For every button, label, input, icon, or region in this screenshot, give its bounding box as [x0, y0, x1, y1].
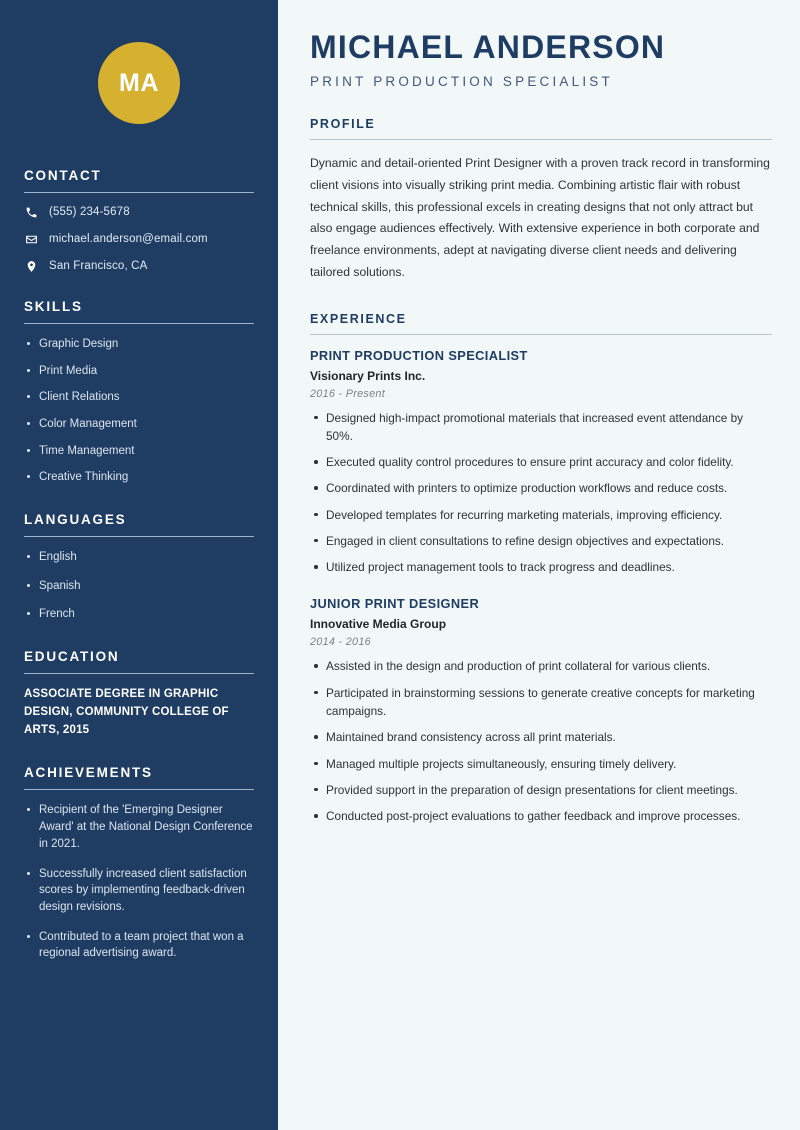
- education-heading: EDUCATION: [24, 649, 120, 665]
- job-dates: 2016 - Present: [310, 387, 386, 400]
- contact-heading: CONTACT: [24, 168, 102, 183]
- sidebar-section-languages: [24, 512, 254, 623]
- envelope-icon: [24, 232, 38, 246]
- achievements-heading: ACHIEVEMENTS: [24, 765, 153, 781]
- list-item: Provided support in the preparation of design presentations for client meetings.: [310, 781, 772, 799]
- job-dates: 2014 - 2016: [310, 636, 371, 649]
- sidebar-section-achievements: [24, 765, 254, 961]
- job-bullet-list: [310, 409, 772, 577]
- list-item: Client Relations: [24, 389, 254, 406]
- sidebar-section-skills: [24, 299, 254, 486]
- list-item: Graphic Design: [24, 336, 254, 353]
- contact-row-email[interactable]: [24, 232, 254, 246]
- contact-location-value: San Francisco, CA: [49, 260, 148, 272]
- list-item: Managed multiple projects simultaneously, ensuring timely delivery.: [310, 755, 772, 773]
- avatar: MA: [98, 42, 180, 124]
- job-subtitle: PRINT PRODUCTION SPECIALIST: [310, 74, 613, 90]
- section-profile: [310, 117, 772, 283]
- achievements-list: [24, 802, 254, 961]
- list-item: Engaged in client consultations to refine design objectives and expectations.: [310, 532, 772, 550]
- skills-heading: SKILLS: [24, 299, 83, 314]
- list-item: Spanish: [24, 578, 254, 595]
- skills-divider: [24, 323, 254, 324]
- job-bullet-list: [310, 657, 772, 825]
- list-item: Designed high-impact promotional materials that increased event attendance by 50%.: [310, 409, 772, 446]
- list-item: Color Management: [24, 416, 254, 433]
- profile-divider: [310, 139, 772, 140]
- section-experience: [310, 312, 772, 826]
- list-item: Utilized project management tools to track progress and deadlines.: [310, 558, 772, 576]
- avatar-container: [24, 0, 254, 168]
- location-pin-icon: [24, 259, 38, 273]
- list-item: Coordinated with printers to optimize production workflows and reduce costs.: [310, 479, 772, 497]
- experience-heading: EXPERIENCE: [310, 311, 407, 326]
- list-item: English: [24, 549, 254, 566]
- languages-list: [24, 549, 254, 623]
- sidebar-section-education: [24, 649, 254, 739]
- list-item: Time Management: [24, 443, 254, 460]
- list-item: Executed quality control procedures to ensure print accuracy and color fidelity.: [310, 453, 772, 471]
- languages-divider: [24, 536, 254, 537]
- experience-entry: [310, 596, 772, 825]
- profile-text: Dynamic and detail-oriented Print Designer with a proven track record in transforming client visions into visually striking print media. Combining artistic flair with robust technical skills, this professional excels in creating designs that not only attract but also engage audiences effectively. With extensive experience in both corporate and freelance environments, adept at navigating diverse client needs and delivering tailored solutions.: [310, 156, 770, 279]
- experience-entry: [310, 348, 772, 577]
- job-company: Innovative Media Group: [310, 617, 447, 632]
- contact-phone-value: (555) 234-5678: [49, 206, 130, 218]
- job-title: PRINT PRODUCTION SPECIALIST: [310, 347, 528, 363]
- education-divider: [24, 673, 254, 674]
- contact-email-value: michael.anderson@email.com: [49, 233, 208, 245]
- list-item: French: [24, 606, 254, 623]
- phone-icon: [24, 205, 38, 219]
- sidebar-section-contact: [24, 168, 254, 273]
- job-title: JUNIOR PRINT DESIGNER: [310, 596, 480, 612]
- list-item: Participated in brainstorming sessions to generate creative concepts for marketing campaigns.: [310, 684, 772, 721]
- list-item: Conducted post-project evaluations to gather feedback and improve processes.: [310, 807, 772, 825]
- languages-heading: LANGUAGES: [24, 512, 127, 528]
- sidebar: [0, 0, 278, 1130]
- list-item: Assisted in the design and production of print collateral for various clients.: [310, 657, 772, 675]
- contact-divider: [24, 192, 254, 193]
- main-content: [278, 0, 800, 1130]
- job-company: Visionary Prints Inc.: [310, 368, 426, 383]
- page-title: MICHAEL ANDERSON: [310, 29, 666, 65]
- skills-list: [24, 336, 254, 486]
- list-item: Maintained brand consistency across all print materials.: [310, 728, 772, 746]
- achievements-divider: [24, 789, 254, 790]
- list-item: Successfully increased client satisfaction scores by implementing feedback-driven design revisions.: [24, 866, 254, 916]
- profile-heading: PROFILE: [310, 117, 376, 132]
- list-item: Creative Thinking: [24, 469, 254, 486]
- contact-row-location[interactable]: [24, 259, 254, 273]
- list-item: Developed templates for recurring marketing materials, improving efficiency.: [310, 506, 772, 524]
- experience-divider: [310, 334, 772, 335]
- list-item: Print Media: [24, 363, 254, 380]
- list-item: Recipient of the 'Emerging Designer Award' at the National Design Conference in 2021.: [24, 802, 254, 852]
- education-entry: ASSOCIATE DEGREE IN GRAPHIC DESIGN, COMMUNITY COLLEGE OF ARTS, 2015: [24, 688, 229, 736]
- list-item: Contributed to a team project that won a regional advertising award.: [24, 929, 254, 962]
- contact-row-phone[interactable]: [24, 205, 254, 219]
